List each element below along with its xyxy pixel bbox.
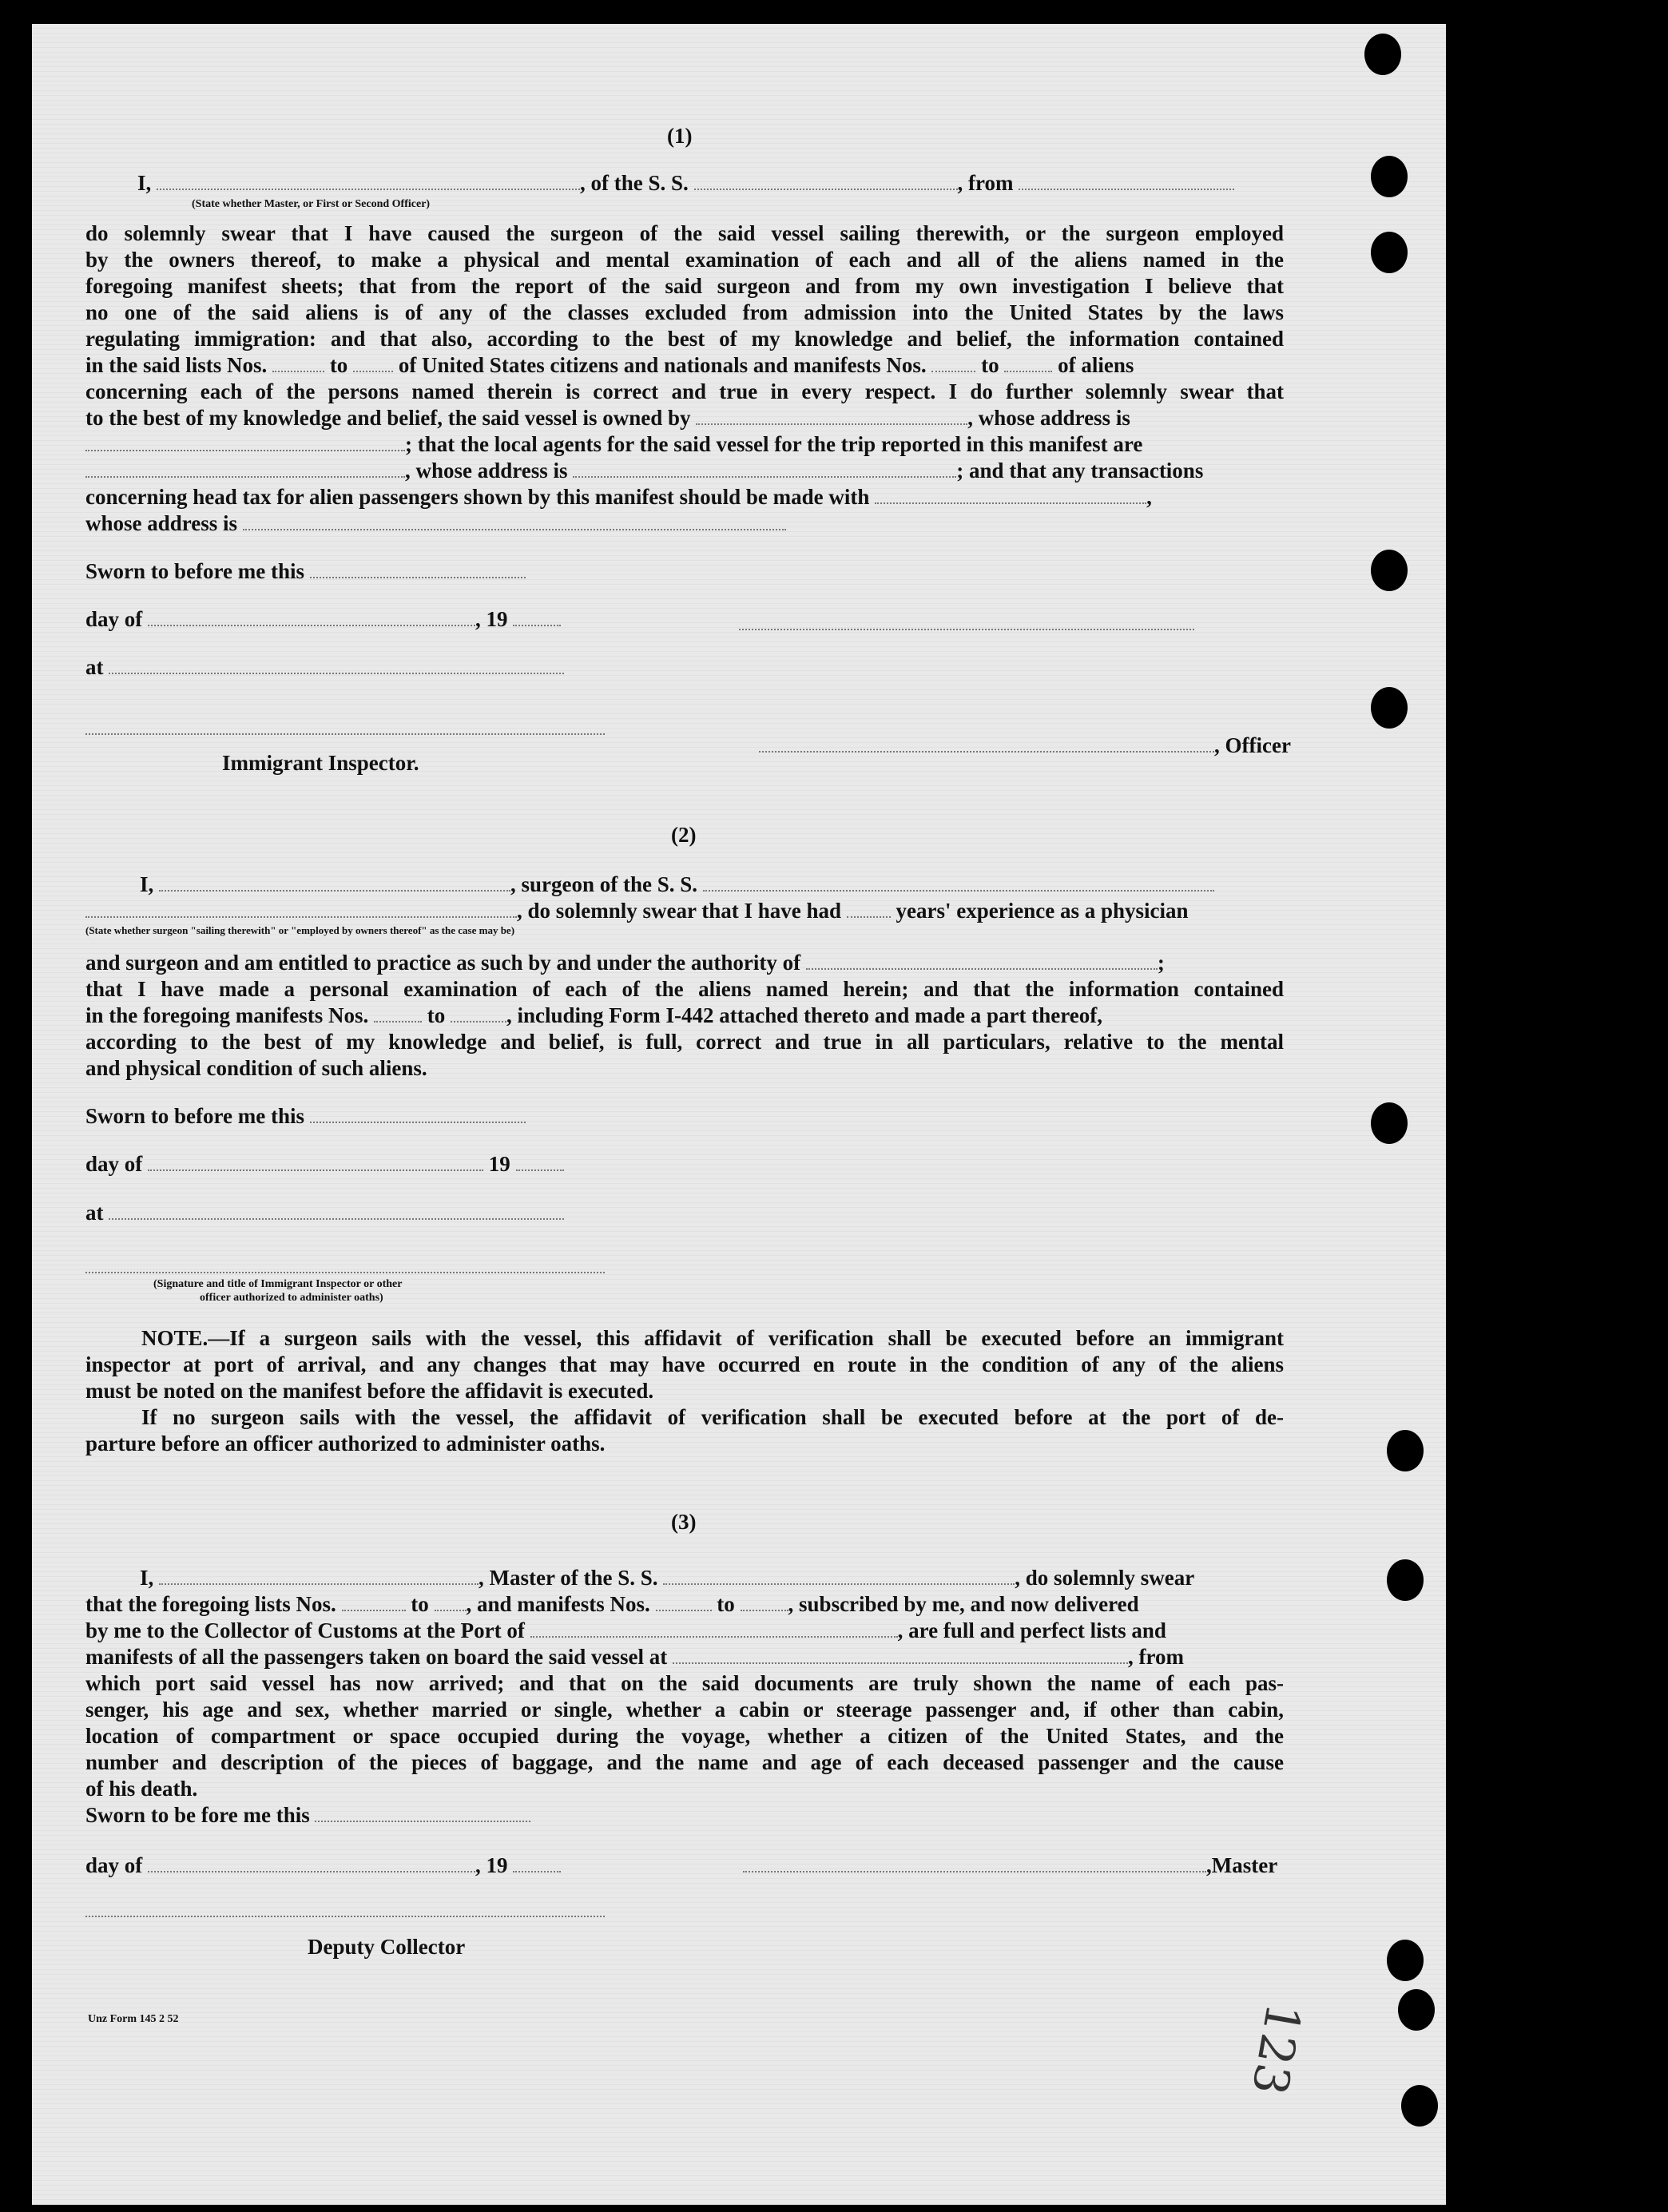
s1-p10: , whose address is ; and that any transactions — [85, 459, 1203, 483]
s3-line4: manifests of all the passengers taken on board the said vessel at , from — [85, 1645, 1184, 1669]
years-experience-field[interactable] — [847, 899, 891, 918]
s1-day-field[interactable] — [148, 607, 475, 626]
punch-hole — [1364, 34, 1401, 75]
alien-manifest-from-field[interactable] — [931, 353, 975, 372]
s3-line2: that the foregoing lists Nos. to , and manifests Nos. to , subscribed by me, and now delivered — [85, 1592, 1139, 1616]
s1-sworn: Sworn to before me this — [85, 559, 526, 583]
customs-port-field[interactable] — [530, 1618, 898, 1638]
s2-sig-caption-2: officer authorized to administer oaths) — [200, 1292, 383, 1304]
s3-line6: senger, his age and sex, whether married or single, whether a cabin or steerage passenger and, if other than cabin, — [85, 1698, 1284, 1722]
citizen-list-to-field[interactable] — [353, 353, 393, 372]
s1-inspector-label: Immigrant Inspector. — [222, 751, 419, 775]
s2-sworn-date-field[interactable] — [310, 1104, 526, 1123]
s2-line1: I, , surgeon of the S. S. — [140, 872, 1214, 896]
s1-p8: to the best of my knowledge and belief, the said vessel is owned by , whose address is — [85, 406, 1130, 430]
s2-note-4: If no surgeon sails with the vessel, the affidavit of verification shall be executed before at the port of de- — [141, 1405, 1284, 1429]
s3-line8: number and description of the pieces of baggage, and the name and age of each deceased passenger and the cause — [85, 1750, 1284, 1774]
s3-line5: which port said vessel has now arrived; and that on the said documents are truly shown the name of each pas- — [85, 1671, 1284, 1695]
s1-day: day of , 19 — [85, 607, 561, 631]
section-2-number: (2) — [671, 823, 697, 847]
master-signature-field[interactable] — [743, 1853, 1206, 1872]
s3-year-field[interactable] — [513, 1853, 561, 1872]
s2-note-2: inspector at port of arrival, and any changes that may have occurred en route in the condition of any of the aliens — [85, 1352, 1284, 1376]
s2-p1: and surgeon and am entitled to practice as such by and under the authority of ; — [85, 951, 1165, 975]
s1-at-field[interactable] — [109, 655, 564, 674]
s2-sworn: Sworn to before me this — [85, 1104, 526, 1128]
s3-lists-to-field[interactable] — [435, 1592, 467, 1611]
s2-sig-caption-1: (Signature and title of Immigrant Inspector or other — [153, 1278, 403, 1290]
s1-inspector-signature-line[interactable] — [85, 733, 605, 735]
punch-hole — [1387, 1430, 1424, 1471]
punch-hole — [1371, 687, 1408, 729]
s1-signature-line-right[interactable] — [739, 629, 1194, 630]
citizen-list-from-field[interactable] — [272, 353, 324, 372]
s2-note-5: parture before an officer authorized to administer oaths. — [85, 1432, 606, 1455]
s3-sworn-date-field[interactable] — [315, 1803, 530, 1822]
section-1-number: (1) — [667, 124, 693, 148]
manifest-form-page — [32, 24, 1446, 2205]
punch-hole — [1387, 1940, 1424, 1981]
s2-p2: that I have made a personal examination of each of the aliens named herein; and that the information contained — [85, 977, 1284, 1001]
punch-hole — [1387, 1559, 1424, 1601]
s1-p11: concerning head tax for alien passengers shown by this manifest should be made with , — [85, 485, 1152, 509]
s1-p2: by the owners thereof, to make a physical and mental examination of each and all of the aliens named in the — [85, 248, 1284, 272]
boarding-port-field[interactable] — [673, 1645, 1128, 1664]
s1-p7: concerning each of the persons named therein is correct and true in every respect. I do further solemnly swear that — [85, 379, 1284, 403]
agents-address-field[interactable] — [573, 459, 956, 478]
s1-year-field[interactable] — [513, 607, 561, 626]
s2-signature-line[interactable] — [85, 1272, 605, 1273]
punch-hole — [1401, 2085, 1438, 2127]
alien-manifest-to-field[interactable] — [1004, 353, 1052, 372]
punch-hole — [1371, 1102, 1408, 1144]
s2-at-field[interactable] — [109, 1201, 564, 1220]
s2-vessel-field[interactable] — [703, 872, 1214, 892]
s3-lists-from-field[interactable] — [342, 1592, 406, 1611]
s2-caption: (State whether surgeon "sailing therewith" or "employed by owners thereof" as the case may be) — [85, 924, 515, 936]
s3-manifests-to-field[interactable] — [741, 1592, 788, 1611]
s3-line7: location of compartment or space occupied during the voyage, whether a citizen of the United States, and the — [85, 1724, 1284, 1748]
vessel-owner-field[interactable] — [696, 406, 967, 425]
s3-master-line: ,Master — [743, 1853, 1277, 1877]
s2-year-field[interactable] — [516, 1152, 564, 1171]
s3-day-field[interactable] — [148, 1853, 475, 1872]
s2-note-1: NOTE.—If a surgeon sails with the vessel, this affidavit of verification shall be executed before an immigrant — [141, 1326, 1284, 1350]
s1-p1: do solemnly swear that I have caused the surgeon of the said vessel sailing therewith, or the surgeon employed — [85, 221, 1284, 245]
s3-line9: of his death. — [85, 1777, 198, 1801]
s2-day: day of 19 — [85, 1152, 564, 1176]
handwritten-page-number: 123 — [1240, 1999, 1312, 2099]
s2-at: at — [85, 1201, 564, 1225]
s1-p4: no one of the said aliens is of any of the classes excluded from admission into the United States by the laws — [85, 300, 1284, 324]
s1-p5: regulating immigration: and that also, according to the best of my knowledge and belief, the information contained — [85, 327, 1284, 351]
s1-p3: foregoing manifest sheets; that from the report of the said surgeon and from my own investigation I believe that — [85, 274, 1284, 298]
s3-line3: by me to the Collector of Customs at the Port of , are full and perfect lists and — [85, 1618, 1166, 1642]
s3-sworn: Sworn to be fore me this — [85, 1803, 530, 1827]
s2-manifest-to-field[interactable] — [451, 1003, 506, 1023]
from-port-field[interactable] — [1019, 171, 1234, 190]
s1-p9: ; that the local agents for the said vessel for the trip reported in this manifest are — [85, 432, 1142, 456]
s1-line1: I, , of the S. S. , from — [137, 171, 1234, 195]
s1-caption: (State whether Master, or First or Second Officer) — [192, 198, 431, 210]
s2-day-field[interactable] — [148, 1152, 483, 1171]
s1-p12: whose address is — [85, 511, 786, 535]
s3-vessel-field[interactable] — [663, 1566, 1015, 1585]
officer-rank-field[interactable] — [157, 171, 580, 190]
s3-line1: I, , Master of the S. S. , do solemnly swear — [140, 1566, 1195, 1590]
s1-at: at — [85, 655, 564, 679]
s3-collector-signature-line[interactable] — [85, 1916, 605, 1917]
surgeon-name-field[interactable] — [159, 872, 510, 892]
s3-day: day of , 19 — [85, 1853, 561, 1877]
practice-authority-field[interactable] — [806, 951, 1158, 970]
s2-p5: and physical condition of such aliens. — [85, 1056, 427, 1080]
s1-sworn-date-field[interactable] — [310, 559, 526, 578]
surgeon-status-field[interactable] — [85, 899, 517, 918]
s2-line2: , do solemnly swear that I have had years' experience as a physician — [85, 899, 1189, 923]
s1-officer-line: , Officer — [759, 733, 1291, 757]
s1-officer-signature-field[interactable] — [759, 733, 1214, 753]
master-name-field[interactable] — [159, 1566, 479, 1585]
local-agents-field[interactable] — [85, 459, 405, 478]
s2-note-3: must be noted on the manifest before the affidavit is executed. — [85, 1379, 654, 1403]
s3-deputy-label: Deputy Collector — [308, 1935, 466, 1959]
s3-manifests-from-field[interactable] — [656, 1592, 712, 1611]
vessel-name-field[interactable] — [694, 171, 958, 190]
punch-hole — [1398, 1989, 1435, 2031]
s2-p3: in the foregoing manifests Nos. to , including Form I-442 attached thereto and made a part thereof, — [85, 1003, 1102, 1027]
form-number: Unz Form 145 2 52 — [88, 2013, 179, 2025]
punch-hole — [1371, 232, 1408, 273]
s1-p6: in the said lists Nos. to of United States citizens and nationals and manifests Nos. to of aliens — [85, 353, 1134, 377]
s2-p4: according to the best of my knowledge and belief, is full, correct and true in all particulars, relative to the mental — [85, 1030, 1284, 1054]
punch-hole — [1371, 550, 1408, 591]
section-3-number: (3) — [671, 1510, 697, 1534]
punch-hole — [1371, 156, 1408, 197]
head-tax-contact-field[interactable] — [875, 485, 1146, 504]
head-tax-address-field[interactable] — [243, 511, 786, 530]
owner-address-field[interactable] — [85, 432, 405, 451]
s2-manifest-from-field[interactable] — [374, 1003, 422, 1023]
